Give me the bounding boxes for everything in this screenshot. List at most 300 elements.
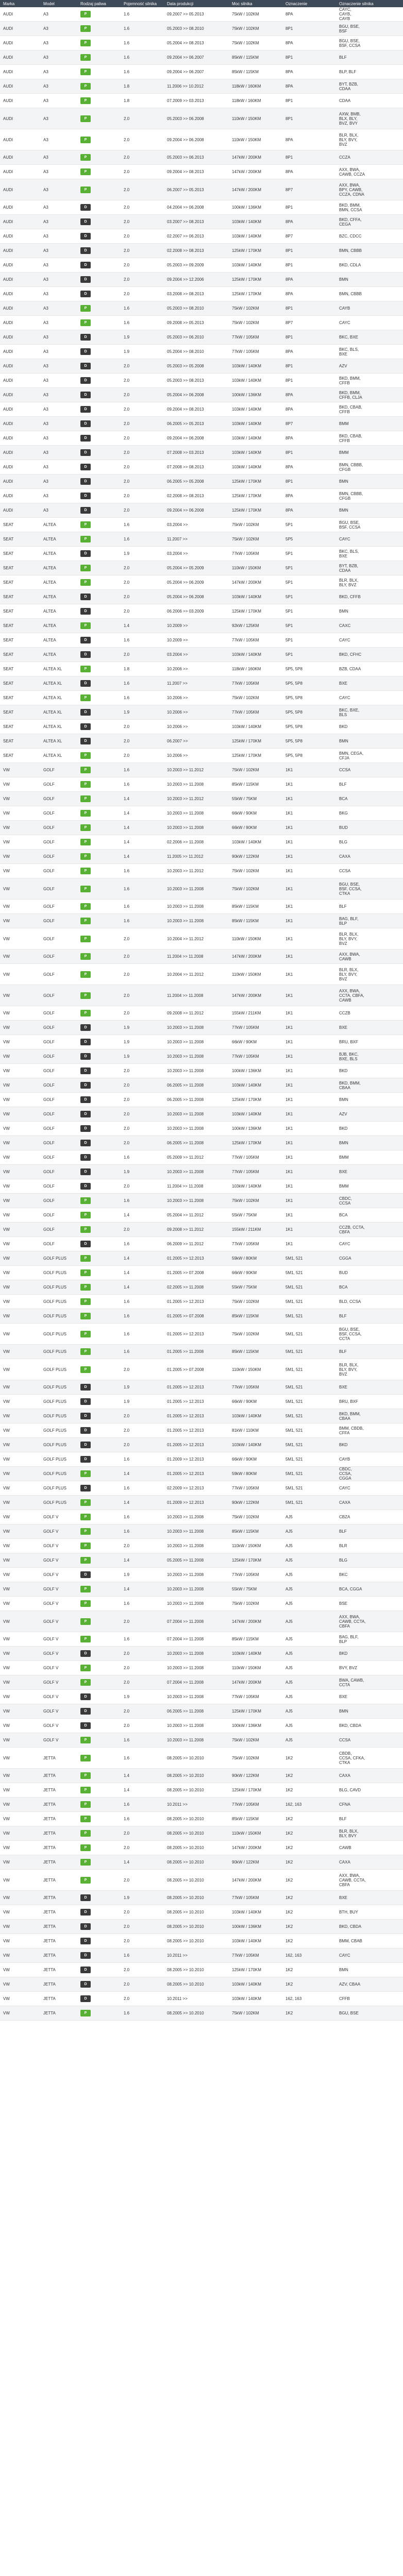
cell-oznaczenie-text: 5M1, 521 <box>286 1314 303 1318</box>
cell-model <box>40 590 77 604</box>
cell-pojemnosc <box>121 1395 164 1409</box>
cell-data-produkcji-text: 09.2004 >> 06.2007 <box>167 55 204 60</box>
table-row <box>0 1423 403 1438</box>
cell-marka <box>0 1855 40 1870</box>
cell-data-produkcji <box>164 1380 229 1395</box>
cell-data-produkcji <box>164 1855 229 1870</box>
fuel-badge: D <box>80 1938 91 1944</box>
cell-moc <box>229 1309 282 1324</box>
cell-rodzaj-paliwa <box>77 575 121 590</box>
cell-oznaczenie <box>282 36 336 50</box>
cell-pojemnosc <box>121 1150 164 1165</box>
cell-oznaczenie-text: 5M1, 521 <box>286 1285 303 1290</box>
cell-moc <box>229 1769 282 1783</box>
cell-moc-text: 103kW / 140KM <box>232 263 261 267</box>
header-oznaczenie-silnika[interactable]: Oznaczenie silnika <box>336 0 403 7</box>
table-row <box>0 1165 403 1179</box>
cell-pojemnosc <box>121 1568 164 1582</box>
cell-moc <box>229 1690 282 1704</box>
cell-oznaczenie <box>282 474 336 489</box>
cell-model-text: JETTA <box>43 1788 56 1792</box>
cell-pojemnosc <box>121 1136 164 1150</box>
cell-oznaczenie-silnika-text: BYT, BZB, CDAA <box>339 563 358 573</box>
fuel-badge: D <box>80 1398 91 1405</box>
header-pojemnosc[interactable]: Pojemność silnika <box>121 0 164 7</box>
cell-oznaczenie-text: AJ5 <box>286 1651 293 1656</box>
cell-data-produkcji-text: 03.2007 >> 08.2013 <box>167 219 204 224</box>
cell-moc <box>229 1324 282 1345</box>
cell-model-text: A3 <box>43 84 48 89</box>
cell-data-produkcji <box>164 50 229 65</box>
cell-marka <box>0 705 40 720</box>
cell-moc-text: 110kW / 150KM <box>232 1367 261 1372</box>
cell-oznaczenie-silnika <box>336 1553 403 1568</box>
cell-oznaczenie-text: 8PA <box>286 12 293 16</box>
cell-rodzaj-paliwa <box>77 1295 121 1309</box>
fuel-badge: D <box>80 478 91 485</box>
cell-rodzaj-paliwa <box>77 900 121 914</box>
cell-model <box>40 1647 77 1661</box>
cell-oznaczenie <box>282 417 336 431</box>
cell-pojemnosc-text: 1.6 <box>124 1349 130 1354</box>
cell-marka <box>0 316 40 330</box>
table-row <box>0 1006 403 1021</box>
cell-moc <box>229 1049 282 1064</box>
cell-pojemnosc <box>121 374 164 388</box>
header-data-produkcji[interactable]: Data produkcji <box>164 0 229 7</box>
cell-model <box>40 676 77 691</box>
cell-model <box>40 1006 77 1021</box>
cell-oznaczenie-silnika-text: BXE <box>339 1170 348 1174</box>
cell-marka-text: VW <box>3 1953 10 1958</box>
cell-model <box>40 503 77 518</box>
cell-pojemnosc <box>121 402 164 417</box>
cell-data-produkcji-text: 05.2004 >> 11.2012 <box>167 1213 204 1217</box>
cell-oznaczenie <box>282 1423 336 1438</box>
cell-oznaczenie-silnika-text: CAXA <box>339 1500 350 1505</box>
cell-data-produkcji-text: 06.2005 >> 11.2008 <box>167 1141 204 1145</box>
cell-oznaczenie-silnika <box>336 1179 403 1194</box>
cell-oznaczenie-silnika-text: BXE <box>339 681 348 686</box>
cell-model-text: A3 <box>43 378 48 383</box>
header-marka[interactable]: Marka <box>0 0 40 7</box>
cell-data-produkcji <box>164 1438 229 1452</box>
cell-model-text: GOLF V <box>43 1544 59 1548</box>
cell-oznaczenie-text: 5M1, 521 <box>286 1349 303 1354</box>
cell-model-text: GOLF PLUS <box>43 1399 66 1404</box>
cell-marka <box>0 1266 40 1280</box>
cell-marka <box>0 22 40 36</box>
table-row <box>0 374 403 388</box>
cell-model <box>40 547 77 561</box>
cell-model-text: GOLF <box>43 972 55 977</box>
cell-oznaczenie-silnika-text: BMM, CBDB, CFFA <box>339 1426 364 1435</box>
cell-pojemnosc <box>121 763 164 777</box>
cell-model <box>40 1582 77 1597</box>
cell-oznaczenie-silnika <box>336 287 403 301</box>
cell-data-produkcji <box>164 446 229 460</box>
cell-marka-text: AUDI <box>3 465 13 469</box>
cell-oznaczenie-silnika <box>336 1150 403 1165</box>
cell-marka-text: SEAT <box>3 522 14 527</box>
cell-data-produkcji-text: 01.2005 >> 12.2013 <box>167 1385 204 1389</box>
cell-marka <box>0 1798 40 1812</box>
cell-marka-text: AUDI <box>3 98 13 103</box>
cell-moc-text: 75kW / 102KM <box>232 768 259 772</box>
cell-rodzaj-paliwa <box>77 129 121 150</box>
cell-rodzaj-paliwa <box>77 518 121 532</box>
cell-marka-text: VW <box>3 1572 10 1577</box>
cell-pojemnosc <box>121 1064 164 1078</box>
cell-pojemnosc-text: 1.4 <box>124 623 130 628</box>
cell-oznaczenie <box>282 1905 336 1920</box>
cell-oznaczenie-silnika-text: CAYC <box>339 1486 350 1490</box>
table-row <box>0 792 403 806</box>
cell-marka <box>0 1524 40 1539</box>
cell-model-text: A3 <box>43 407 48 412</box>
cell-pojemnosc <box>121 792 164 806</box>
cell-moc-text: 75kW / 102KM <box>232 1738 259 1742</box>
cell-marka-text: VW <box>3 1910 10 1914</box>
cell-oznaczenie-text: 1K2 <box>286 1895 293 1900</box>
cell-marka <box>0 1582 40 1597</box>
cell-oznaczenie <box>282 1280 336 1295</box>
cell-oznaczenie-text: 8PA <box>286 349 293 354</box>
cell-model <box>40 1510 77 1524</box>
table-row <box>0 1049 403 1064</box>
cell-oznaczenie <box>282 964 336 985</box>
cell-oznaczenie <box>282 1438 336 1452</box>
cell-moc-text: 125kW / 170KM <box>232 292 261 296</box>
cell-oznaczenie-silnika-text: CBDC, CCSA <box>339 1196 352 1206</box>
cell-rodzaj-paliwa <box>77 417 121 431</box>
cell-oznaczenie-silnika-text: CCSA <box>339 1738 351 1742</box>
cell-oznaczenie <box>282 792 336 806</box>
fuel-badge: D <box>80 276 91 283</box>
cell-data-produkcji-text: 01.2005 >> 12.2013 <box>167 1414 204 1418</box>
cell-pojemnosc <box>121 1632 164 1647</box>
cell-oznaczenie-silnika-text: BKC, BXE, BLS <box>339 707 360 717</box>
cell-model <box>40 108 77 129</box>
cell-pojemnosc-text: 2.0 <box>124 1126 130 1131</box>
cell-rodzaj-paliwa <box>77 1251 121 1266</box>
cell-model-text: GOLF <box>43 811 55 816</box>
cell-pojemnosc-text: 2.0 <box>124 609 130 614</box>
cell-rodzaj-paliwa <box>77 763 121 777</box>
cell-marka-text: VW <box>3 1619 10 1624</box>
cell-pojemnosc <box>121 108 164 129</box>
cell-marka <box>0 503 40 518</box>
cell-marka-text: VW <box>3 854 10 859</box>
cell-marka-text: VW <box>3 1414 10 1418</box>
table-row <box>0 821 403 835</box>
cell-rodzaj-paliwa <box>77 22 121 36</box>
cell-rodzaj-paliwa <box>77 489 121 503</box>
cell-pojemnosc <box>121 1539 164 1553</box>
cell-moc <box>229 1733 282 1748</box>
cell-moc-text: 85kW / 115KM <box>232 919 259 923</box>
cell-oznaczenie-silnika-text: CGGA <box>339 1256 351 1261</box>
cell-marka <box>0 108 40 129</box>
table-row <box>0 928 403 950</box>
fuel-badge: P <box>80 622 91 629</box>
table-row <box>0 914 403 928</box>
cell-data-produkcji <box>164 258 229 273</box>
header-oznaczenie[interactable]: Oznaczenie <box>282 0 336 7</box>
cell-data-produkcji <box>164 1266 229 1280</box>
table-row <box>0 950 403 964</box>
cell-oznaczenie <box>282 1237 336 1251</box>
cell-data-produkcji <box>164 985 229 1006</box>
cell-model <box>40 662 77 676</box>
cell-model-text: GOLF <box>43 993 55 998</box>
cell-oznaczenie-text: AJ5 <box>286 1619 293 1624</box>
cell-rodzaj-paliwa <box>77 446 121 460</box>
table-row <box>0 417 403 431</box>
cell-pojemnosc-text: 2.0 <box>124 652 130 657</box>
cell-moc <box>229 1251 282 1266</box>
cell-model <box>40 1963 77 1977</box>
cell-moc-text: 118kW / 160KM <box>232 98 261 103</box>
cell-moc <box>229 900 282 914</box>
cell-rodzaj-paliwa <box>77 1324 121 1345</box>
cell-data-produkcji <box>164 1905 229 1920</box>
cell-moc-text: 125kW / 170KM <box>232 1968 261 1972</box>
cell-oznaczenie <box>282 1324 336 1345</box>
cell-marka-text: AUDI <box>3 292 13 296</box>
cell-marka-text: VW <box>3 1996 10 2001</box>
cell-oznaczenie <box>282 1675 336 1690</box>
cell-oznaczenie-text: 5M1, 521 <box>286 1471 303 1476</box>
cell-moc-text: 103kW / 140KM <box>232 436 261 440</box>
cell-model <box>40 1597 77 1611</box>
cell-data-produkcji <box>164 676 229 691</box>
cell-marka <box>0 1812 40 1826</box>
cell-oznaczenie-silnika-text: BKD, BMM, CBAA <box>339 1080 361 1090</box>
cell-pojemnosc-text: 2.0 <box>124 580 130 585</box>
cell-marka <box>0 547 40 561</box>
table-row <box>0 676 403 691</box>
cell-rodzaj-paliwa <box>77 1359 121 1380</box>
table-row <box>0 763 403 777</box>
cell-oznaczenie-text: 1K1 <box>286 1011 293 1015</box>
header-rodzaj-paliwa[interactable]: Rodzaj paliwa <box>77 0 121 7</box>
cell-model <box>40 330 77 345</box>
cell-oznaczenie <box>282 1704 336 1719</box>
cell-moc <box>229 705 282 720</box>
cell-model-text: A3 <box>43 364 48 368</box>
cell-moc-text: 75kW / 102KM <box>232 26 259 31</box>
cell-moc <box>229 691 282 705</box>
cell-model <box>40 1409 77 1423</box>
cell-model-text: GOLF <box>43 904 55 909</box>
cell-marka-text: SEAT <box>3 638 14 642</box>
fuel-badge: P <box>80 1787 91 1793</box>
cell-rodzaj-paliwa <box>77 720 121 734</box>
table-row <box>0 1841 403 1855</box>
cell-pojemnosc-text: 2.0 <box>124 187 130 192</box>
cell-pojemnosc <box>121 1006 164 1021</box>
cell-oznaczenie-text: 5P5, 5P8 <box>286 696 303 700</box>
fuel-badge: P <box>80 1755 91 1761</box>
cell-moc <box>229 1675 282 1690</box>
cell-data-produkcji <box>164 792 229 806</box>
cell-moc-text: 125kW / 170KM <box>232 1558 261 1563</box>
cell-marka <box>0 165 40 179</box>
cell-oznaczenie <box>282 1524 336 1539</box>
cell-moc <box>229 821 282 835</box>
cell-oznaczenie-text: AJ5 <box>286 1544 293 1548</box>
cell-rodzaj-paliwa <box>77 460 121 474</box>
cell-oznaczenie-silnika <box>336 1481 403 1496</box>
cell-marka <box>0 928 40 950</box>
cell-rodzaj-paliwa <box>77 604 121 619</box>
fuel-badge: D <box>80 1722 91 1729</box>
cell-oznaczenie-silnika <box>336 734 403 749</box>
cell-pojemnosc-text: 2.0 <box>124 465 130 469</box>
cell-pojemnosc <box>121 1704 164 1719</box>
cell-data-produkcji-text: 09.2004 >> 08.2013 <box>167 407 204 412</box>
fuel-badge: D <box>80 709 91 716</box>
cell-data-produkcji-text: 06.2005 >> 05.2008 <box>167 479 204 484</box>
cell-marka <box>0 1280 40 1295</box>
fuel-badge: P <box>80 1528 91 1535</box>
cell-moc-text: 103kW / 140KM <box>232 234 261 239</box>
fuel-badge: P <box>80 992 91 999</box>
cell-model <box>40 2006 77 2021</box>
cell-marka-text: SEAT <box>3 710 14 715</box>
cell-oznaczenie-silnika <box>336 1208 403 1223</box>
fuel-badge: D <box>80 1427 91 1434</box>
cell-oznaczenie <box>282 662 336 676</box>
cell-moc <box>229 1920 282 1934</box>
table-row <box>0 1107 403 1122</box>
cell-pojemnosc <box>121 79 164 94</box>
cell-oznaczenie <box>282 1661 336 1675</box>
cell-marka <box>0 36 40 50</box>
cell-rodzaj-paliwa <box>77 1395 121 1409</box>
cell-pojemnosc-text: 2.0 <box>124 1428 130 1433</box>
cell-marka <box>0 1841 40 1855</box>
cell-data-produkcji <box>164 763 229 777</box>
fuel-badge: D <box>80 1909 91 1916</box>
cell-moc-text: 77kW / 105KM <box>232 1572 259 1577</box>
cell-pojemnosc <box>121 1661 164 1675</box>
cell-moc-text: 66kW / 90KM <box>232 1399 257 1404</box>
cell-moc <box>229 950 282 964</box>
cell-model <box>40 374 77 388</box>
header-model[interactable]: Model <box>40 0 77 7</box>
cell-oznaczenie <box>282 301 336 316</box>
cell-pojemnosc-text: 1.4 <box>124 796 130 801</box>
cell-oznaczenie-silnika <box>336 1324 403 1345</box>
cell-marka <box>0 244 40 258</box>
cell-oznaczenie-silnika-text: BMN, CBBB <box>339 292 362 296</box>
cell-data-produkcji <box>164 402 229 417</box>
cell-data-produkcji <box>164 1496 229 1510</box>
cell-oznaczenie-silnika <box>336 1963 403 1977</box>
cell-oznaczenie-text: 5P1 <box>286 638 293 642</box>
cell-moc <box>229 850 282 864</box>
cell-oznaczenie-text: 5M1, 521 <box>286 1486 303 1490</box>
cell-oznaczenie-silnika-text: BWA, CAWB, CCTA <box>339 1677 364 1687</box>
cell-oznaczenie-silnika <box>336 777 403 792</box>
cell-model <box>40 1905 77 1920</box>
cell-data-produkcji-text: 10.2003 >> 11.2012 <box>167 869 204 873</box>
cell-data-produkcji-text: 10.2003 >> 11.2008 <box>167 1587 204 1591</box>
cell-oznaczenie-silnika-text: CBDC, CCSA, CGGA <box>339 1467 352 1481</box>
cell-pojemnosc <box>121 1165 164 1179</box>
cell-moc <box>229 1496 282 1510</box>
cell-marka-text: AUDI <box>3 393 13 397</box>
cell-oznaczenie <box>282 1078 336 1093</box>
cell-data-produkcji <box>164 108 229 129</box>
cell-data-produkcji <box>164 749 229 763</box>
cell-rodzaj-paliwa <box>77 705 121 720</box>
cell-moc-text: 147kW / 200KM <box>232 954 261 959</box>
cell-data-produkcji-text: 11.2006 >> 10.2012 <box>167 84 204 89</box>
cell-pojemnosc <box>121 1748 164 1769</box>
fuel-badge: P <box>80 1010 91 1016</box>
cell-pojemnosc-text: 2.0 <box>124 364 130 368</box>
cell-data-produkcji-text: 10.2003 >> 11.2008 <box>167 1572 204 1577</box>
cell-model-text: A3 <box>43 155 48 160</box>
cell-rodzaj-paliwa <box>77 950 121 964</box>
cell-marka <box>0 179 40 200</box>
table-row <box>0 460 403 474</box>
cell-data-produkcji <box>164 244 229 258</box>
cell-rodzaj-paliwa <box>77 864 121 878</box>
cell-marka <box>0 1891 40 1905</box>
cell-rodzaj-paliwa <box>77 662 121 676</box>
cell-pojemnosc-text: 1.4 <box>124 1860 130 1865</box>
cell-marka-text: VW <box>3 1428 10 1433</box>
cell-oznaczenie <box>282 22 336 36</box>
cell-pojemnosc-text: 2.0 <box>124 972 130 977</box>
cell-rodzaj-paliwa <box>77 734 121 749</box>
cell-marka-text: AUDI <box>3 155 13 160</box>
cell-pojemnosc-text: 1.8 <box>124 98 130 103</box>
fuel-badge: D <box>80 738 91 744</box>
cell-moc <box>229 1208 282 1223</box>
cell-model-text: GOLF PLUS <box>43 1285 66 1290</box>
cell-oznaczenie-silnika-text: BVY, BVZ <box>339 1666 357 1670</box>
cell-oznaczenie-text: 8P7 <box>286 234 293 239</box>
cell-oznaczenie-text: 5P5, 5P8 <box>286 724 303 729</box>
cell-moc-text: 85kW / 115KM <box>232 1529 259 1534</box>
cell-model <box>40 79 77 94</box>
cell-marka <box>0 1438 40 1452</box>
cell-marka <box>0 431 40 446</box>
cell-marka-text: SEAT <box>3 667 14 671</box>
cell-model-text: GOLF PLUS <box>43 1428 66 1433</box>
cell-data-produkcji <box>164 950 229 964</box>
cell-moc-text: 77kW / 105KM <box>232 710 259 715</box>
cell-data-produkcji <box>164 1524 229 1539</box>
cell-data-produkcji <box>164 1395 229 1409</box>
header-moc-silnika[interactable]: Moc silnika <box>229 0 282 7</box>
fuel-badge: P <box>80 2010 91 2016</box>
cell-model-text: ALTEA <box>43 652 56 657</box>
cell-model <box>40 1223 77 1237</box>
cell-model-text: ALTEA <box>43 551 56 556</box>
table-row <box>0 985 403 1006</box>
cell-data-produkcji <box>164 928 229 950</box>
cell-data-produkcji <box>164 388 229 402</box>
table-row <box>0 900 403 914</box>
cell-data-produkcji <box>164 489 229 503</box>
cell-oznaczenie-silnika <box>336 1812 403 1826</box>
